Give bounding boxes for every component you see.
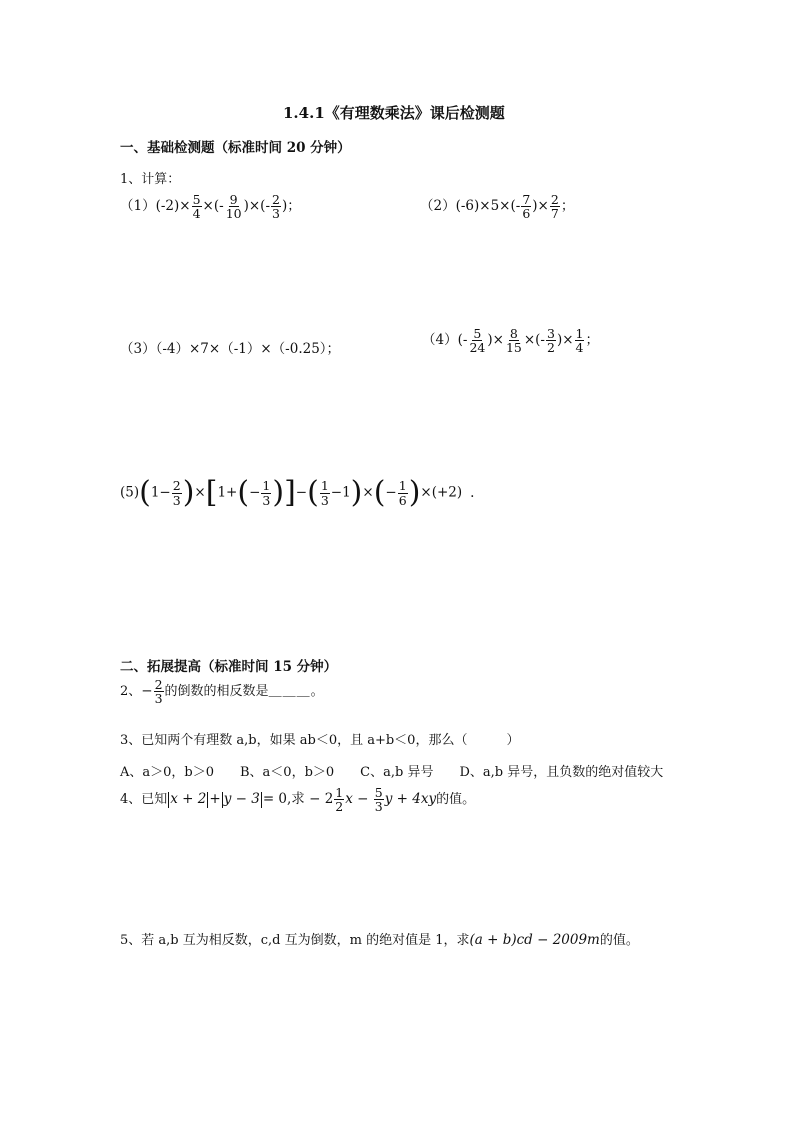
expr-part: −	[385, 484, 397, 501]
problem-2	[420, 193, 574, 220]
left-paren: (	[237, 475, 250, 510]
expr-part: )；	[281, 198, 301, 215]
answer-blank: ＿＿＿	[268, 684, 311, 700]
expr-part: )×	[532, 198, 549, 215]
numerator: 1	[335, 785, 344, 800]
left-paren: (	[373, 475, 386, 510]
expr-part: ×	[420, 484, 432, 501]
question-text: 的值。	[599, 933, 639, 948]
expr-part: .	[470, 484, 475, 501]
fraction	[320, 479, 330, 506]
problem-5	[120, 475, 475, 510]
expr-part: (+2)	[431, 484, 463, 501]
expr-part: )×	[487, 332, 504, 349]
denominator: 3	[154, 691, 163, 707]
problem-label: （4）	[422, 332, 458, 349]
question-3: 3、已知两个有理数 a,b，如果 ab＜0，且 a+b＜0，那么（ ）	[120, 733, 520, 748]
problem-label: (5)	[120, 484, 140, 501]
numerator: 1	[575, 326, 584, 341]
expr-part: y − 3	[223, 791, 260, 808]
expr-part: ×(-	[202, 198, 224, 215]
fraction	[172, 479, 182, 506]
right-paren: )	[182, 475, 195, 510]
expr-part: ×	[362, 484, 374, 501]
question-3-options: A、a＞0，b＞0 B、a＜0，b＞0 C、a,b 异号 D、a,b 异号，且负数的绝对值较大	[120, 765, 664, 780]
numerator: 1	[398, 478, 407, 494]
problem-3: （3）（-4）×7×（-1）×（-0.25）；	[120, 341, 341, 357]
denominator: 4	[575, 340, 584, 356]
expr-part: ；	[585, 332, 599, 349]
expr-part: (-2)×	[155, 198, 191, 215]
problem-4	[422, 327, 599, 354]
denominator: 6	[398, 492, 407, 508]
abs-bar	[261, 792, 262, 808]
fraction	[505, 327, 523, 354]
numerator: 5	[473, 326, 482, 341]
fraction	[374, 786, 384, 813]
denominator: 3	[320, 492, 329, 508]
numerator: 1	[262, 478, 271, 494]
numerator: 2	[550, 192, 559, 207]
numerator: 5	[192, 192, 201, 207]
fraction	[154, 678, 164, 705]
question-text: 的倒数的相反数是	[164, 684, 269, 700]
denominator: 10	[225, 206, 242, 222]
expr-part: x + 2	[170, 791, 207, 808]
right-bracket: ]	[284, 475, 296, 510]
expr-part: (-6)×5×(-	[455, 198, 521, 215]
question-label: 4、已知	[120, 792, 168, 808]
numerator: 9	[229, 192, 238, 207]
fraction	[398, 479, 408, 506]
numerator: 2	[154, 677, 163, 692]
question-4	[120, 786, 475, 813]
denominator: 3	[272, 206, 280, 222]
fraction	[546, 327, 556, 354]
question-2	[120, 678, 324, 705]
expr-part: )×	[556, 332, 574, 349]
expr-part: ；	[560, 198, 575, 215]
fraction	[575, 327, 585, 354]
denominator: 2	[335, 799, 344, 815]
expr-part: 1+	[217, 484, 238, 501]
numerator: 8	[509, 326, 518, 341]
numerator: 2	[272, 192, 280, 207]
numerator: 3	[546, 326, 555, 341]
question-label: 2、	[120, 684, 142, 700]
problem-label: （2）	[420, 198, 456, 215]
section1-heading: 一、基础检测题（标准时间 20 分钟）	[120, 140, 351, 156]
expr-part: (a + b)cd − 2009m	[469, 932, 600, 948]
denominator: 15	[505, 340, 522, 356]
expr-part: −	[295, 484, 308, 501]
problem-label: （1）	[120, 198, 156, 215]
expr-part: )×(-	[243, 198, 271, 215]
numerator: 7	[522, 192, 531, 207]
fraction	[550, 193, 560, 220]
fraction	[334, 786, 344, 813]
expr-part: ×	[194, 484, 206, 501]
question-text: 5、若 a,b 互为相反数，c,d 互为倒数，m 的绝对值是 1，求	[120, 933, 470, 948]
expr-part: −1	[330, 484, 351, 501]
denominator: 4	[192, 206, 201, 222]
numerator: 2	[172, 478, 181, 494]
denominator: 2	[546, 340, 555, 356]
question-5	[120, 929, 639, 948]
right-paren: )	[408, 475, 421, 510]
fraction	[521, 193, 531, 220]
expr-part: y + 4xy	[384, 791, 437, 808]
numerator: 5	[374, 785, 383, 800]
worksheet-title: 1.4.1《有理数乘法》课后检测题	[283, 104, 505, 122]
expr-part: (-	[457, 332, 468, 349]
fraction	[225, 193, 243, 220]
expr-part: = 0,求 − 2	[262, 791, 334, 808]
problem-1	[120, 193, 301, 220]
question-text: 的值。	[436, 792, 476, 808]
right-paren: )	[272, 475, 285, 510]
right-paren: )	[350, 475, 363, 510]
question-text: 。	[310, 684, 324, 700]
left-paren: (	[139, 475, 151, 510]
expr-part: +	[209, 791, 221, 808]
fraction	[271, 193, 281, 220]
numerator: 1	[320, 478, 329, 494]
expr-part: −	[141, 683, 153, 700]
left-bracket: [	[205, 475, 218, 510]
section2-heading: 二、拓展提高（标准时间 15 分钟）	[120, 659, 338, 675]
expr-part: −	[249, 484, 261, 501]
denominator: 24	[469, 340, 486, 356]
denominator: 6	[522, 206, 531, 222]
expr-part: ×(-	[523, 332, 545, 349]
expr-part: 1−	[150, 484, 171, 501]
denominator: 3	[374, 799, 383, 815]
fraction	[261, 479, 271, 506]
fraction	[192, 193, 202, 220]
left-paren: (	[307, 475, 319, 510]
expr-part: −	[352, 791, 373, 808]
denominator: 3	[172, 492, 181, 508]
abs-bar	[222, 792, 223, 808]
denominator: 7	[550, 206, 559, 222]
question1-label: 1、计算：	[120, 172, 181, 187]
expr-part: x	[345, 791, 353, 808]
fraction	[468, 327, 486, 354]
denominator: 3	[262, 492, 271, 508]
